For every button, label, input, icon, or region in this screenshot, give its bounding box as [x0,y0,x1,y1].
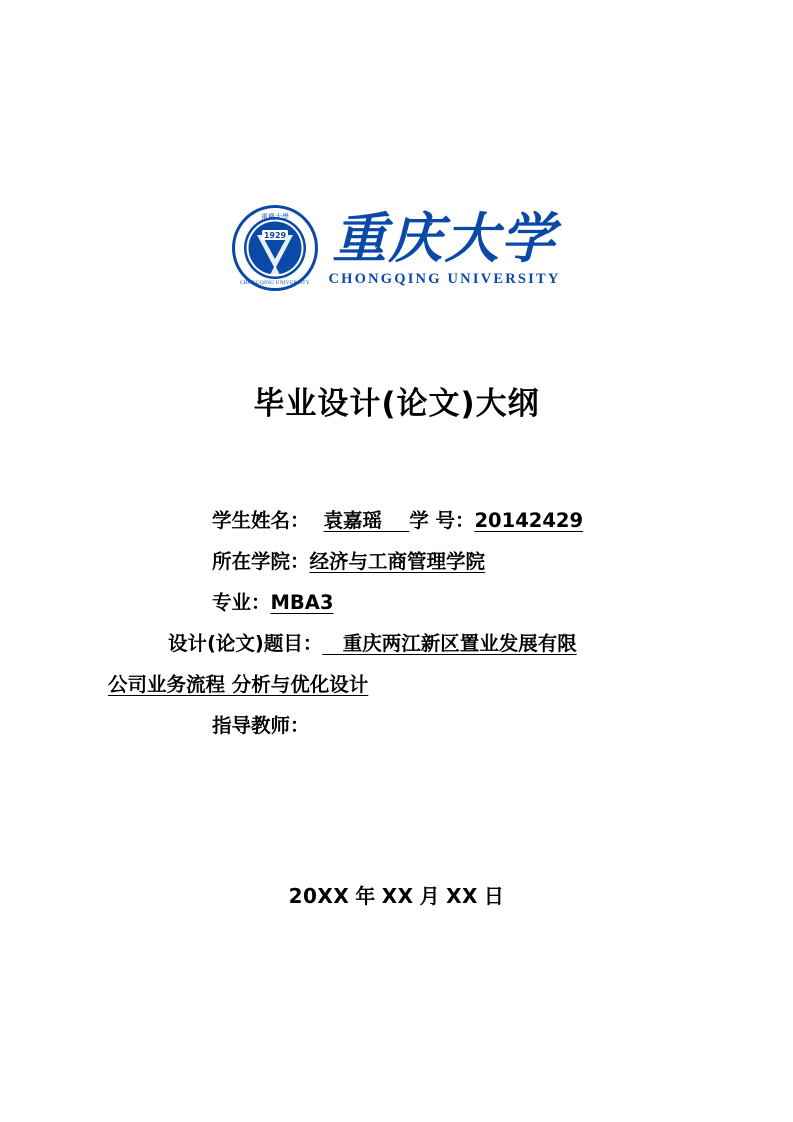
date-year: 20XX [288,884,350,908]
major-label: 专业： [212,591,271,614]
major-value: MBA3 [270,591,334,614]
advisor-label: 指导教师： [212,714,310,737]
university-logo [0,205,793,291]
svg-text:1929: 1929 [264,231,287,241]
page-title: 毕业设计(论文)大纲 [253,386,540,422]
svg-text:重慶大學: 重慶大學 [261,213,290,221]
university-crest-icon [232,205,318,291]
cover-date [0,880,793,909]
field-topic-continued [108,664,713,705]
topic-label: 设计(论文)题目： [168,632,323,655]
logo-wordmark [328,205,561,288]
student-name-value: 袁嘉瑶 [323,509,383,532]
date-month: XX [381,884,414,908]
student-id-value: 20142429 [474,509,584,532]
student-name-label: 学生姓名： [212,509,310,532]
college-label: 所在学院： [212,550,310,573]
cover-fields [108,500,713,746]
date-day: XX [446,884,478,908]
field-college [108,541,713,582]
date-year-unit: 年 [355,884,376,908]
field-major [108,582,713,623]
logo-wordmark-cn: 重庆大学 [332,205,557,270]
date-month-unit: 月 [419,884,441,908]
field-topic [108,623,713,664]
field-advisor [108,705,713,746]
topic-value-line2: 公司业务流程 分析与优化设计 [108,673,369,696]
svg-text:CHONGQING UNIVERSITY: CHONGQING UNIVERSITY [240,280,311,286]
date-day-unit: 日 [483,884,505,908]
topic-value-line1: 重庆两江新区置业发展有限 [342,632,577,655]
logo-inner [232,205,560,291]
field-student [108,500,713,541]
student-id-label: 学 号： [409,509,475,532]
logo-wordmark-en: CHONGQING UNIVERSITY [328,270,561,287]
college-value: 经济与工商管理学院 [309,550,486,573]
